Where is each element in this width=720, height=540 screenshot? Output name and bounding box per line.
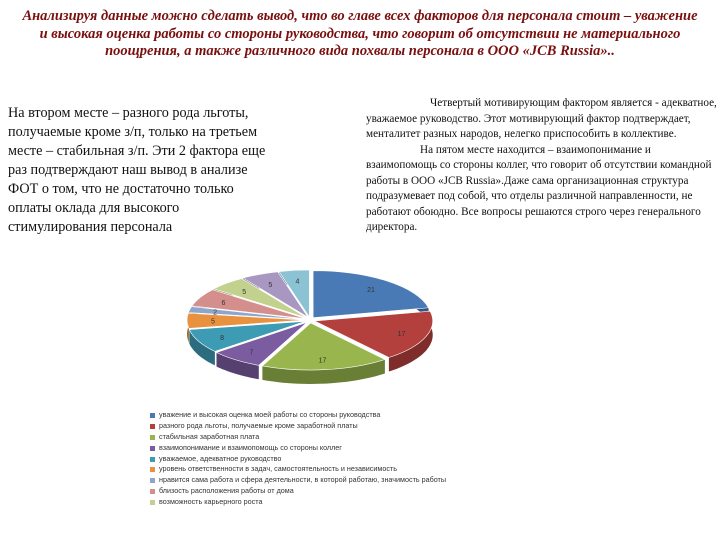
- legend-label-3: стабильная заработная плата: [159, 431, 260, 441]
- legend-item-7: [150, 475, 450, 486]
- pie-value-label-9: 5: [242, 288, 247, 296]
- legend-label-4: взаимопонимание и взаимопомощь со стороны коллег: [159, 442, 342, 452]
- right-paragraph-2: На пятом месте находится – взаимопонимание и взаимопомощь со стороны коллег, что говорит об отсутствии командной работы в ООО «JCB Russia».Даже сама организационная структура подразумевает под собой, что отделы различной направленности, не работают обоюдно. Все вопросы решаются строго через генерального директора.: [366, 143, 712, 233]
- legend-swatch-7: [150, 478, 155, 483]
- legend-label-7: нравится сама работа и сфера деятельности, в которой работаю, значимость работы: [159, 475, 447, 485]
- slide-title: Анализируя данные можно сделать вывод, что во главе всех факторов для персонала стоит – уважение и высокая оценка работы со стороны руководства, что говорит об отсутствии не материального поощрения, а также различного вида похвалы персонала в ООО «JCB Russia»..: [22, 8, 698, 59]
- legend-label-8: близость расположения работы от дома: [159, 486, 294, 496]
- right-text-block: [366, 96, 718, 236]
- legend-swatch-4: [150, 446, 155, 451]
- legend-swatch-9: [150, 500, 155, 505]
- pie-value-label-10: 5: [268, 281, 273, 289]
- pie-chart: [160, 250, 460, 410]
- legend-swatch-6: [150, 467, 155, 472]
- legend-item-1: [150, 410, 450, 421]
- chart-legend: [150, 410, 450, 508]
- legend-label-6: уровень ответственности в задач, самостоятельность и независимость: [159, 464, 397, 474]
- legend-item-9: [150, 497, 450, 508]
- pie-value-label-4: 7: [249, 349, 254, 357]
- legend-swatch-3: [150, 435, 155, 440]
- legend-item-8: [150, 486, 450, 497]
- legend-item-6: [150, 464, 450, 475]
- pie-value-label-11: 4: [295, 278, 300, 286]
- legend-label-2: разного рода льготы, получаемые кроме заработной платы: [159, 420, 358, 430]
- legend-swatch-5: [150, 457, 155, 462]
- legend-item-4: [150, 443, 450, 454]
- pie-value-label-3: 17: [318, 357, 327, 365]
- pie-value-label-2: 17: [397, 331, 406, 339]
- left-paragraph: На втором месте – разного рода льготы, получаемые кроме з/п, только на третьем месте – стабильная з/п. Эти 2 фактора еще раз подтверждают наш вывод в анализе ФОТ о том, что не достаточно только оплаты оклада для высокого стимулирования персонала: [8, 105, 266, 235]
- legend-swatch-8: [150, 489, 155, 494]
- legend-item-3: [150, 432, 450, 443]
- legend-label-5: уважаемое, адекватное руководство: [159, 453, 282, 463]
- legend-label-1: уважение и высокая оценка моей работы со стороны руководства: [159, 410, 381, 419]
- legend-swatch-1: [150, 413, 155, 418]
- legend-swatch-2: [150, 424, 155, 429]
- pie-value-label-1: 21: [367, 287, 375, 295]
- legend-item-5: [150, 454, 450, 465]
- right-paragraph-1: Четвертый мотивирующим фактором является - адекватное, уважаемое руководство. Этот мотивирующий фактор подтверждает, менталитет разных народов, нелегко приспособить в коллективе.: [366, 97, 717, 140]
- pie-value-label-7: 2: [213, 309, 218, 317]
- legend-item-2: [150, 421, 450, 432]
- pie-value-label-8: 6: [221, 300, 226, 308]
- pie-value-label-5: 8: [220, 334, 225, 342]
- legend-label-9: возможность карьерного роста: [159, 497, 263, 507]
- pie-value-label-6: 5: [211, 318, 215, 326]
